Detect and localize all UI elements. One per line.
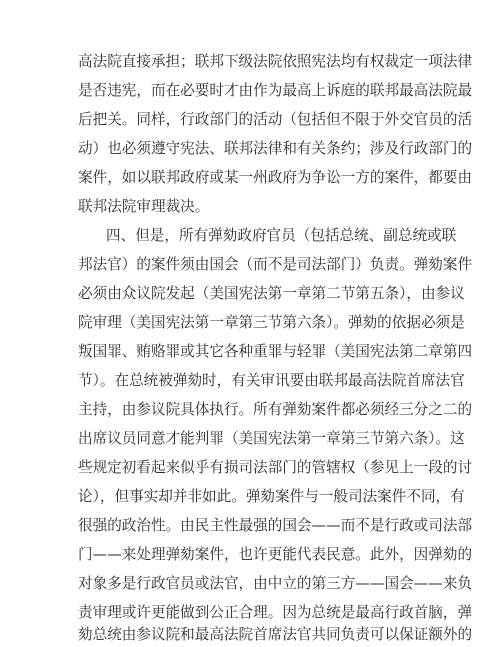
text-line: 邦法官）的案件须由国会（而不是司法部门）负责。弹劾案件 bbox=[78, 256, 473, 273]
text-line: 些规定初看起来似乎有损司法部门的管辖权（参见上一段的讨 bbox=[78, 459, 473, 476]
text-line: 动）也必须遵守宪法、联邦法律和有关条约；涉及行政部门的 bbox=[78, 140, 473, 157]
text-line: 责审理或许更能做到公正合理。因为总统是最高行政首脑，弹 bbox=[78, 604, 473, 621]
text-line: 高法院直接承担；联邦下级法院依照宪法均有权裁定一项法律 bbox=[78, 53, 473, 70]
text-line: 叛国罪、贿赂罪或其它各种重罪与轻罪（美国宪法第二章第四 bbox=[78, 343, 473, 360]
text-line: 出席议员同意才能判罪（美国宪法第一章第三节第六条）。这 bbox=[78, 430, 465, 447]
paragraph-start-line: 四、但是，所有弹劾政府官员（包括总统、副总统或联 bbox=[106, 227, 457, 244]
text-line: 对象多是行政官员或法官，由中立的第三方——国会——来负 bbox=[78, 575, 473, 592]
text-line: 主持，由参议院具体执行。所有弹劾案件都必须经三分之二的 bbox=[78, 401, 473, 418]
text-line: 劾总统由参议院和最高法院首席法官共同负责可以保证额外的 bbox=[78, 626, 473, 643]
text-line: 后把关。同样，行政部门的活动（包括但不限于外交官员的活 bbox=[78, 111, 473, 128]
text-line: 门——来处理弹劾案件，也许更能代表民意。此外，因弹劾的 bbox=[78, 546, 473, 563]
text-line: 是否违宪，而在必要时才由作为最高上诉庭的联邦最高法院最 bbox=[78, 82, 473, 99]
text-line: 节）。在总统被弹劾时，有关审讯要由联邦最高法院首席法官 bbox=[78, 372, 465, 389]
text-line: 很强的政治性。由民主性最强的国会——而不是行政或司法部 bbox=[78, 517, 473, 534]
text-line: 院审理（美国宪法第一章第三节第六条）。弹劾的依据必须是 bbox=[78, 314, 465, 331]
text-line: 论），但事实却并非如此。弹劾案件与一般司法案件不同，有 bbox=[78, 488, 465, 505]
text-line: 联邦法院审理裁决。 bbox=[78, 198, 210, 215]
text-line: 案件，如以联邦政府或某一州政府为争讼一方的案件，都要由 bbox=[78, 169, 473, 186]
text-line: 必须由众议院发起（美国宪法第一章第二节第五条），由参议 bbox=[78, 285, 465, 302]
